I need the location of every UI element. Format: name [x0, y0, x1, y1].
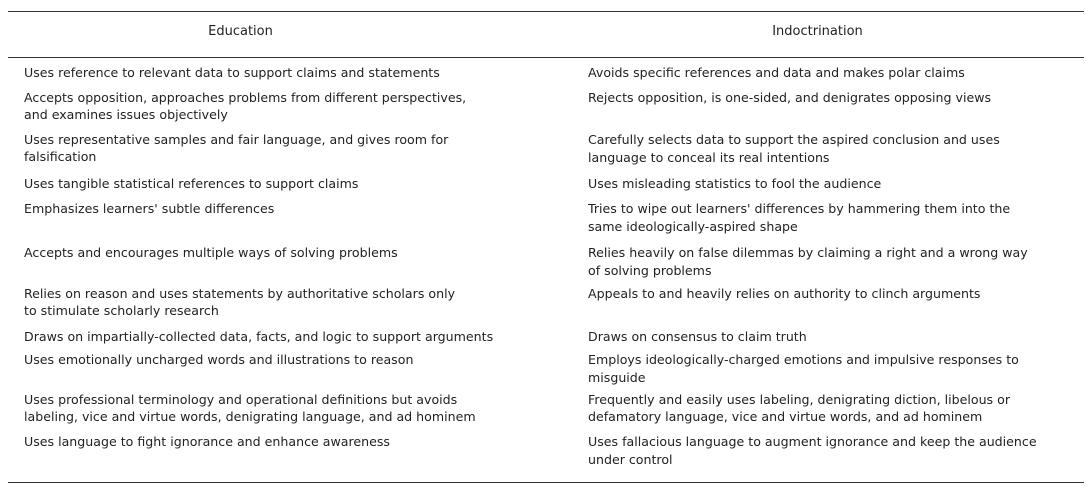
education-cell-2-line-0: Uses representative samples and fair language, and gives room for	[24, 132, 449, 147]
header-rule	[8, 57, 1084, 58]
education-cell-10-line-0: Uses language to fight ignorance and enhance awareness	[24, 434, 390, 449]
column-header-education: Education	[208, 24, 273, 39]
indoctrination-cell-1-line-0: Rejects opposition, is one-sided, and denigrates opposing views	[588, 90, 992, 105]
education-cell-9-line-1: labeling, vice and virtue words, denigrating language, and ad hominem	[24, 409, 476, 424]
indoctrination-cell-6-line-0: Appeals to and heavily relies on authority to clinch arguments	[588, 286, 981, 301]
education-cell-7-line-0: Draws on impartially-collected data, facts, and logic to support arguments	[24, 329, 494, 344]
column-header-indoctrination: Indoctrination	[772, 24, 863, 39]
indoctrination-cell-2-line-1: language to conceal its real intentions	[588, 150, 830, 165]
indoctrination-cell-8-line-0: Employs ideologically-charged emotions and impulsive responses to	[588, 352, 1019, 367]
indoctrination-cell-4-line-1: same ideologically-aspired shape	[588, 219, 798, 234]
indoctrination-cell-10-line-0: Uses fallacious language to augment ignorance and keep the audience	[588, 434, 1037, 449]
indoctrination-cell-10-line-1: under control	[588, 452, 673, 467]
indoctrination-cell-4-line-0: Tries to wipe out learners' differences by hammering them into the	[588, 201, 1011, 216]
education-cell-6-line-0: Relies on reason and uses statements by authoritative scholars only	[24, 286, 456, 301]
indoctrination-cell-3-line-0: Uses misleading statistics to fool the audience	[588, 176, 882, 191]
indoctrination-cell-8-line-1: misguide	[588, 370, 646, 385]
indoctrination-cell-2-line-0: Carefully selects data to support the aspired conclusion and uses	[588, 132, 1000, 147]
indoctrination-cell-0-line-0: Avoids specific references and data and makes polar claims	[588, 65, 965, 80]
education-cell-1-line-1: and examines issues objectively	[24, 107, 228, 122]
education-cell-3-line-0: Uses tangible statistical references to support claims	[24, 176, 359, 191]
education-cell-4-line-0: Emphasizes learners' subtle differences	[24, 201, 275, 216]
indoctrination-cell-9-line-1: defamatory language, vice and virtue words, and ad hominem	[588, 409, 983, 424]
education-cell-2-line-1: falsification	[24, 149, 97, 164]
indoctrination-cell-5-line-1: of solving problems	[588, 263, 712, 278]
education-cell-1-line-0: Accepts opposition, approaches problems from different perspectives,	[24, 90, 467, 105]
indoctrination-cell-5-line-0: Relies heavily on false dilemmas by claiming a right and a wrong way	[588, 245, 1028, 260]
table-bottom-rule	[8, 482, 1084, 483]
indoctrination-cell-9-line-0: Frequently and easily uses labeling, denigrating diction, libelous or	[588, 392, 1010, 407]
education-cell-0-line-0: Uses reference to relevant data to support claims and statements	[24, 65, 440, 80]
education-cell-5-line-0: Accepts and encourages multiple ways of solving problems	[24, 245, 398, 260]
indoctrination-cell-7-line-0: Draws on consensus to claim truth	[588, 329, 807, 344]
table-top-rule	[8, 11, 1084, 12]
education-cell-6-line-1: to stimulate scholarly research	[24, 303, 219, 318]
education-cell-9-line-0: Uses professional terminology and operational definitions but avoids	[24, 392, 458, 407]
education-cell-8-line-0: Uses emotionally uncharged words and illustrations to reason	[24, 352, 414, 367]
